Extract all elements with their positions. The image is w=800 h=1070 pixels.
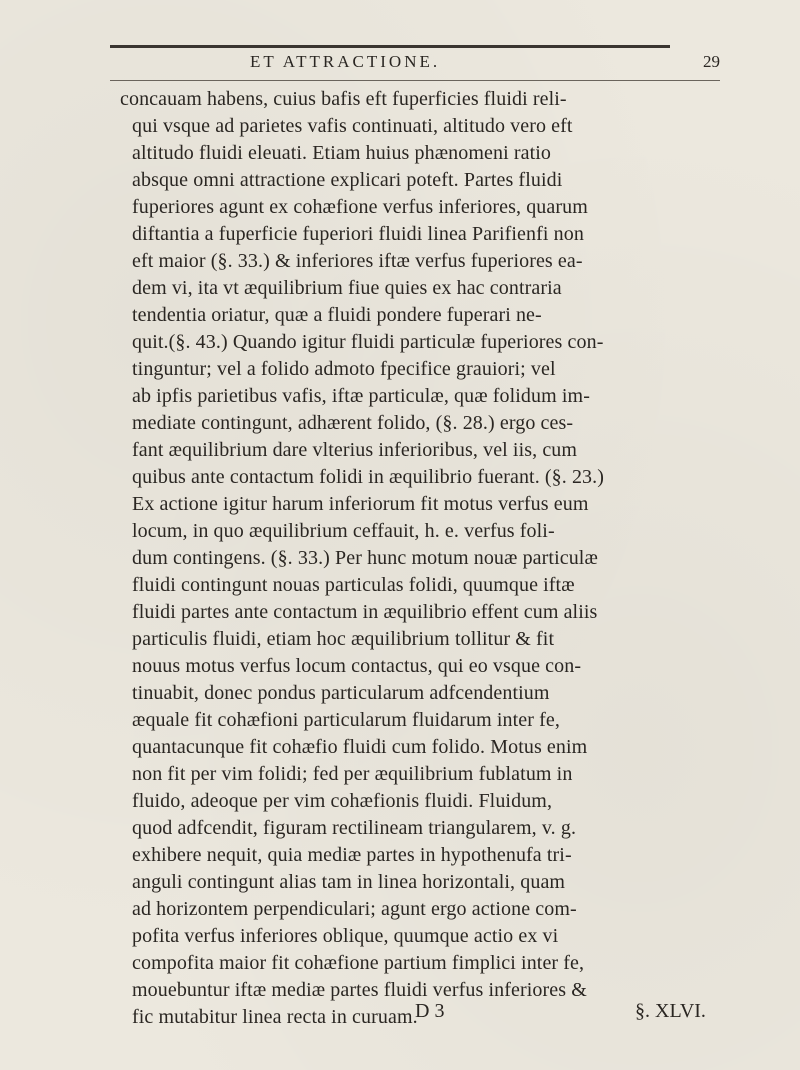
text-line: ad horizontem perpendiculari; agunt ergo actione com- — [132, 898, 577, 920]
text-line: diftantia a fuperficie fuperiori fluidi linea Parifienfi non — [132, 223, 584, 245]
text-line: tendentia oriatur, quæ a fluidi pondere fuperari ne- — [132, 304, 542, 326]
text-line: mediate contingunt, adhærent folido, (§. 28.) ergo ces- — [132, 412, 574, 434]
text-line: fluido, adeoque per vim cohæfionis fluidi. Fluidum, — [132, 790, 553, 812]
text-line: anguli contingunt alias tam in linea horizontali, quam — [132, 871, 566, 893]
text-line: mouebuntur iftæ mediæ partes fluidi verfus inferiores & — [132, 979, 587, 1001]
text-line: concauam habens, cuius bafis eft fuperficies fluidi reli- — [120, 88, 567, 110]
page-footer — [0, 1000, 800, 1030]
text-line: fant æquilibrium dare vlterius inferioribus, vel iis, cum — [132, 439, 578, 461]
text-line: dum contingens. (§. 33.) Per hunc motum nouæ particulæ — [132, 547, 598, 569]
text-line: quantacunque fit cohæfio fluidi cum folido. Motus enim — [132, 736, 588, 758]
running-title: ET ATTRACTIONE. — [250, 52, 441, 71]
running-head — [110, 52, 720, 80]
text-line: fluidi partes ante contactum in æquilibrio effent cum aliis — [132, 601, 598, 623]
text-line: compofita maior fit cohæfione partium fimplici inter fe, — [132, 952, 585, 974]
text-line: fluidi contingunt nouas particulas folidi, quumque iftæ — [132, 574, 575, 596]
header-rule — [110, 80, 720, 81]
text-line: tinuabit, donec pondus particularum adfcendentium — [132, 682, 550, 704]
text-line: Ex actione igitur harum inferiorum fit motus verfus eum — [132, 493, 589, 515]
text-line: quibus ante contactum folidi in æquilibrio fuerant. (§. 23.) — [132, 466, 605, 488]
signature-mark: D 3 — [415, 1000, 445, 1022]
text-line: ab ipfis parietibus vafis, iftæ particulæ, quæ folidum im- — [132, 385, 590, 407]
page-number: 29 — [703, 52, 720, 71]
catchword: §. XLVI. — [635, 1000, 706, 1022]
text-line: exhibere nequit, quia mediæ partes in hypothenufa tri- — [132, 844, 572, 866]
text-line: nouus motus verfus locum contactus, qui eo vsque con- — [132, 655, 582, 677]
text-line: fic mutabitur linea recta in curuam. — [132, 1006, 418, 1028]
text-line: eft maior (§. 33.) & inferiores iftæ verfus fuperiores ea- — [132, 250, 583, 272]
text-line: æquale fit cohæfioni particularum fluidarum inter fe, — [132, 709, 560, 731]
text-line: qui vsque ad parietes vafis continuati, altitudo vero eft — [132, 115, 573, 137]
text-line: pofita verfus inferiores oblique, quumque actio ex vi — [132, 925, 559, 947]
text-line: quod adfcendit, figuram rectilineam triangularem, v. g. — [132, 817, 577, 839]
text-line: locum, in quo æquilibrium ceffauit, h. e. verfus foli- — [132, 520, 555, 542]
top-decorative-rule — [110, 45, 670, 48]
text-line: fuperiores agunt ex cohæfione verfus inferiores, quarum — [132, 196, 588, 218]
text-line: particulis fluidi, etiam hoc æquilibrium tollitur & fit — [132, 628, 555, 650]
text-line: tinguntur; vel a folido admoto fpecifice grauiori; vel — [132, 358, 556, 380]
text-line: dem vi, ita vt æquilibrium fiue quies ex hac contraria — [132, 277, 562, 299]
text-line: non fit per vim folidi; fed per æquilibrium fublatum in — [132, 763, 573, 785]
text-line: quit.(§. 43.) Quando igitur fluidi particulæ fuperiores con- — [132, 331, 604, 353]
text-line: absque omni attractione explicari poteft. Partes fluidi — [132, 169, 563, 191]
text-line: altitudo fluidi eleuati. Etiam huius phænomeni ratio — [132, 142, 552, 164]
